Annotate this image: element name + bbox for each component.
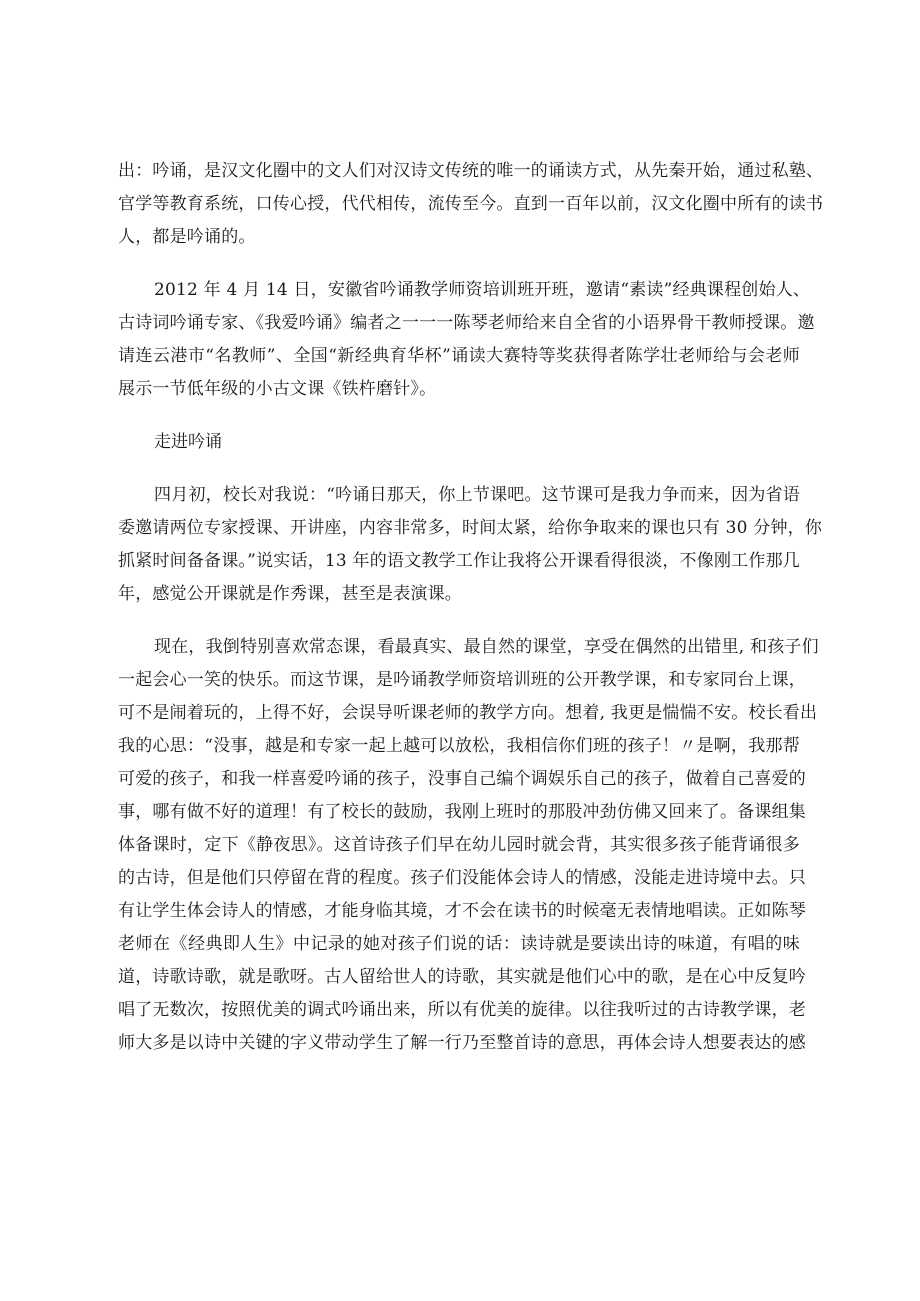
paragraph-4: [118, 631, 819, 1060]
paragraph-line: 一起会心一笑的快乐。而这节课，是吟诵教学师资培训班的公开教学课，和专家同台上课，: [118, 670, 806, 690]
paragraph-line: 抓紧时间备备课。”说实话，13 年的语文教学工作让我将公开课看得很淡，不像刚工作那几: [118, 551, 800, 571]
paragraph-line: 2012 年 4 月 14 日，安徽省吟诵教学师资培训班开班，邀请“素读”经典课程创始人、: [154, 280, 811, 300]
paragraph-2: [118, 274, 815, 406]
paragraph-line: 老师在《经典即人生》中记录的她对孩子们说的话：读诗就是要读出诗的味道，有唱的味: [118, 934, 800, 954]
paragraph-line: 可爱的孩子，和我一样喜爱吟诵的孩子，没事自己编个调娱乐自己的孩子，做着自己喜爱的: [118, 769, 806, 789]
paragraph-line: 事，哪有做不好的道理！有了校长的鼓励，我刚上班时的那股冲劲仿佛又回来了。备课组集: [118, 802, 806, 822]
paragraph-line: 人，都是吟诵的。: [118, 227, 256, 247]
paragraph-line: 师大多是以诗中关键的字义带动学生了解一行乃至整首诗的意思，再体会诗人想要表达的感: [118, 1033, 806, 1053]
paragraph-line: 展示一节低年级的小古文课《铁杵磨针》。: [118, 379, 437, 399]
paragraph-3: [118, 479, 823, 611]
paragraph-line: 出：吟诵，是汉文化圈中的文人们对汉诗文传统的唯一的诵读方式，从先秦开始，通过私塾、: [118, 161, 824, 181]
paragraph-line: 委邀请两位专家授课、开讲座，内容非常多，时间太紧，给你争取来的课也只有 30 分钟，你: [118, 518, 823, 538]
paragraph-line: 道，诗歌诗歌，就是歌呀。古人留给世人的诗歌，其实就是他们心中的歌，是在心中反复吟: [118, 967, 806, 987]
paragraph-line: 古诗词吟诵专家、《我爱吟诵》编者之一一一陈琴老师给来自全省的小语界骨干教师授课。邀: [118, 313, 815, 333]
paragraph-line: 我的心思：“没事，越是和专家一起上越可以放松，我相信你们班的孩子！〃是啊，我那帮: [118, 736, 800, 756]
paragraph-line: 现在，我倒特别喜欢常态课，看最真实、最自然的课堂，享受在偶然的出错里, 和孩子们: [154, 637, 819, 657]
paragraph-line: 有让学生体会诗人的情感，才能身临其境，才不会在读书的时候毫无表情地唱读。正如陈琴: [118, 901, 806, 921]
paragraph-line: 的古诗，但是他们只停留在背的程度。孩子们没能体会诗人的情感，没能走进诗境中去。只: [118, 868, 806, 888]
paragraph-line: 体备课时，定下《静夜思》。这首诗孩子们早在幼儿园时就会背，其实很多孩子能背诵很多: [118, 835, 800, 855]
paragraph-line: 四月初，校长对我说：“吟诵日那天，你上节课吧。这节课可是我力争而来，因为省语: [154, 485, 800, 505]
paragraph-1: [118, 155, 824, 254]
paragraph-line: 官学等教育系统，口传心授，代代相传，流传至今。直到一百年以前，汉文化圈中所有的读书: [118, 194, 824, 214]
paragraph-line: 年，感觉公开课就是作秀课，甚至是表演课。: [118, 584, 462, 604]
paragraph-line: 可不是闹着玩的，上得不好，会误导听课老师的教学方向。想着, 我更是惴惴不安。校长看出: [118, 703, 818, 723]
paragraph-line: 请连云港市“名教师”、全国“新经典育华杯”诵读大赛特等奖获得者陈学壮老师给与会老师: [118, 346, 800, 366]
paragraph-line: 唱了无数次，按照优美的调式吟诵出来，所以有优美的旋律。以往我听过的古诗教学课，老: [118, 1000, 806, 1020]
section-heading: 走进吟诵: [154, 432, 222, 452]
document-body: [118, 155, 824, 1080]
